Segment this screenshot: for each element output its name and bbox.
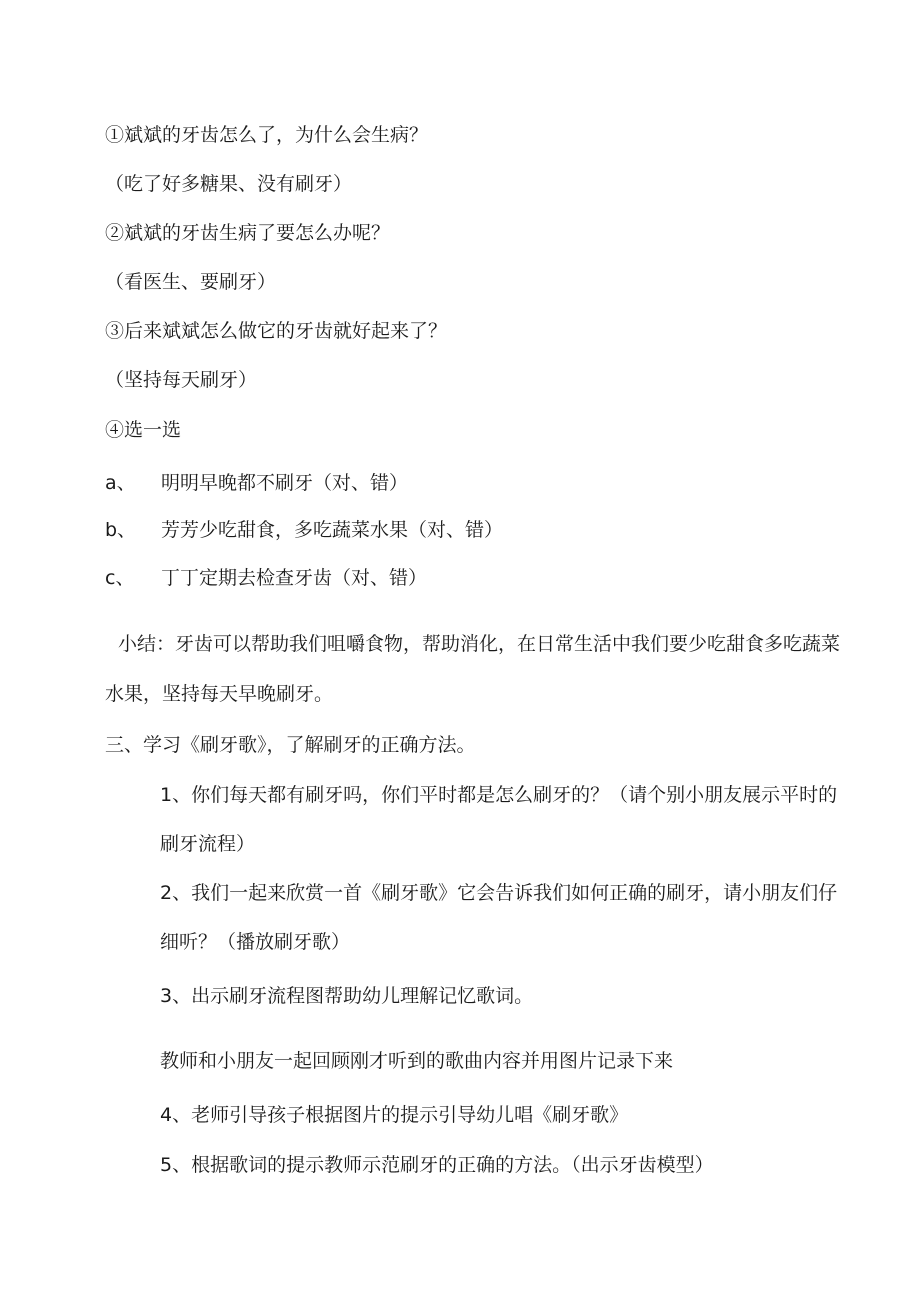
question-2: ②斌斌的牙齿生病了要怎么办呢？ xyxy=(105,222,391,244)
step-number: 2 xyxy=(160,882,173,904)
step-4 xyxy=(160,1103,628,1127)
step-number: 3 xyxy=(160,985,173,1007)
step-5 xyxy=(160,1153,714,1177)
step-text: 、根据歌词的提示教师示范刷牙的正确的方法。（出示牙齿模型） xyxy=(172,1154,714,1176)
choose-title: ④选一选 xyxy=(105,419,182,441)
step-text: 、老师引导孩子根据图片的提示引导幼儿唱《刷牙歌》 xyxy=(172,1104,629,1126)
step-text: 、我们一起来欣赏一首《刷牙歌》它会告诉我们如何正确的刷牙，请小朋友们仔 xyxy=(172,882,838,904)
question-1: ①斌斌的牙齿怎么了，为什么会生病？ xyxy=(105,124,429,146)
step-number: 4 xyxy=(160,1104,173,1126)
section-3-title: 三、学习《刷牙歌》，了解刷牙的正确方法。 xyxy=(105,734,476,756)
option-letter: c、 xyxy=(105,567,135,589)
option-b xyxy=(105,518,503,542)
option-text: 明明早晚都不刷牙（对、错） xyxy=(161,472,409,494)
summary-line-1: 小结：牙齿可以帮助我们咀嚼食物，帮助消化，在日常生活中我们要少吃甜食多吃蔬菜 xyxy=(118,633,841,655)
answer-3: （坚持每天刷牙） xyxy=(105,369,258,391)
option-letter: a、 xyxy=(105,472,136,494)
summary-line-2: 水果，坚持每天早晚刷牙。 xyxy=(105,683,334,705)
step-3 xyxy=(160,984,533,1008)
step-1-line-1 xyxy=(160,783,837,807)
step-2-line-1 xyxy=(160,881,837,905)
option-a xyxy=(105,471,408,495)
option-letter: b、 xyxy=(105,519,137,541)
teacher-note: 教师和小朋友一起回顾刚才听到的歌曲内容并用图片记录下来 xyxy=(160,1050,674,1072)
answer-1: （吃了好多糖果、没有刷牙） xyxy=(105,173,353,195)
step-number: 5 xyxy=(160,1154,173,1176)
option-text: 芳芳少吃甜食，多吃蔬菜水果（对、错） xyxy=(161,519,504,541)
question-3: ③后来斌斌怎么做它的牙齿就好起来了？ xyxy=(105,320,448,342)
step-2-line-2: 细听？（播放刷牙歌） xyxy=(160,931,351,953)
option-c xyxy=(105,566,427,590)
step-text: 、出示刷牙流程图帮助幼儿理解记忆歌词。 xyxy=(172,985,534,1007)
step-text: 、你们每天都有刷牙吗，你们平时都是怎么刷牙的？（请个别小朋友展示平时的 xyxy=(172,784,838,806)
answer-2: （看医生、要刷牙） xyxy=(105,271,277,293)
option-text: 丁丁定期去检查牙齿（对、错） xyxy=(161,567,428,589)
step-1-line-2: 刷牙流程） xyxy=(160,833,256,855)
step-number: 1 xyxy=(160,784,173,806)
